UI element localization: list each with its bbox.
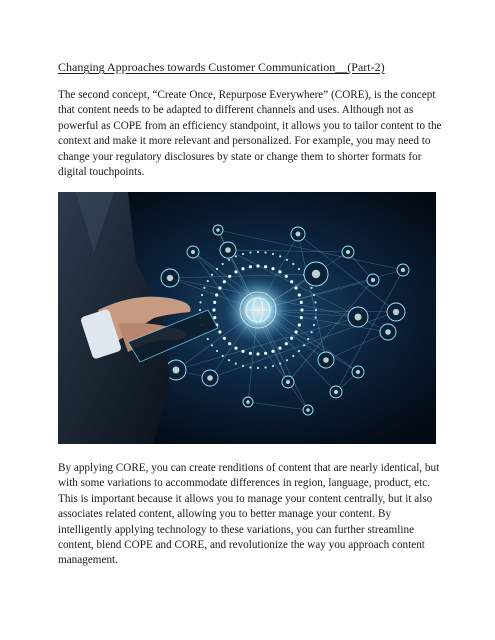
headphones-icon (202, 370, 218, 386)
paragraph-intro: The second concept, “Create Once, Repurpose Everywhere” (CORE), is the concept that content needs to be adapted to different channels and uses. Although not as powerful as COPE from an efficiency standpoint, it allows you to tailor content to the context and make it more relevant and personalized. For example, you may need to change your regulatory disclosures by state or change them to shorter formats for digital touchpoints. (58, 89, 442, 179)
ring-dot (235, 363, 237, 365)
ring-dot (285, 275, 288, 278)
ring-dot (223, 337, 226, 340)
ring-dot (234, 270, 237, 273)
ring-dot (203, 287, 205, 289)
ring-dot (264, 352, 267, 355)
ring-dot (292, 355, 294, 357)
user-icon (291, 227, 305, 241)
network-node (282, 376, 294, 388)
ring-dot (311, 331, 313, 333)
ring-dot (286, 259, 288, 261)
ring-dot (215, 293, 218, 296)
network-node (342, 246, 354, 258)
laptop-icon (161, 269, 179, 287)
ring-dot (222, 263, 224, 265)
ring-dot (286, 359, 288, 361)
ring-dot (300, 308, 303, 311)
ring-dot (298, 268, 300, 270)
ring-dot (213, 301, 216, 304)
ring-dot (218, 330, 221, 333)
ring-dot (315, 309, 317, 311)
ring-dot (271, 267, 274, 270)
ring-dot (228, 342, 231, 345)
network-node (243, 397, 253, 407)
ring-dot (228, 275, 231, 278)
chart-icon (220, 242, 236, 258)
ring-dot (207, 280, 209, 282)
network-node (213, 225, 223, 235)
ring-dot (303, 344, 305, 346)
ring-dot (211, 274, 213, 276)
ring-dot (235, 255, 237, 257)
ring-dot (242, 253, 244, 255)
paragraph-applying-core: By applying CORE, you can create renditions of content that are nearly identical, but with some variations to accommodate differences in region, language, product, etc. This is important because it allows you to manage your content centrally, but it also associates related content, allowing you to better manage your content. By intelligently applying technology to these variations, you can further streamline content, blend COPE and CORE, and revolutionize the way you approach content management. (58, 462, 440, 567)
network-node (303, 405, 313, 415)
ring-dot (279, 363, 281, 365)
ring-dot (290, 280, 293, 283)
ring-dot (242, 365, 244, 367)
ring-dot (279, 255, 281, 257)
ring-dot (222, 355, 224, 357)
ring-dot (212, 308, 215, 311)
ring-dot (228, 359, 230, 361)
ring-dot (257, 367, 259, 369)
cloud-icon (304, 262, 328, 286)
ring-dot (307, 338, 309, 340)
network-node (352, 366, 364, 378)
ring-dot (290, 337, 293, 340)
ring-dot (265, 251, 267, 253)
ring-dot (298, 293, 301, 296)
ring-dot (241, 267, 244, 270)
ring-dot (216, 350, 218, 352)
ring-dot (249, 366, 251, 368)
ring-dot (249, 352, 252, 355)
ring-dot (300, 316, 303, 319)
network-node (397, 264, 409, 276)
ring-dot (300, 301, 303, 304)
ring-dot (216, 268, 218, 270)
ring-dot (207, 338, 209, 340)
ring-dot (314, 301, 316, 303)
network-node (330, 386, 342, 398)
ring-dot (249, 265, 252, 268)
ring-dot (265, 366, 267, 368)
ring-dot (278, 270, 281, 273)
mail-icon (387, 303, 405, 321)
ring-dot (314, 317, 316, 319)
ring-dot (211, 344, 213, 346)
ring-dot (295, 330, 298, 333)
ring-dot (201, 294, 203, 296)
ring-dot (313, 324, 315, 326)
ring-dot (234, 347, 237, 350)
network-technology-image (58, 192, 436, 444)
ring-dot (218, 286, 221, 289)
document-heading: Changing Approaches towards Customer Communication__(Part-2) (58, 60, 385, 74)
ring-dot (298, 323, 301, 326)
ring-dot (199, 301, 201, 303)
ring-dot (223, 280, 226, 283)
ring-dot (257, 251, 259, 253)
ring-dot (311, 287, 313, 289)
ring-dot (199, 309, 201, 311)
ring-dot (264, 265, 267, 268)
ring-dot (241, 350, 244, 353)
ring-dot (271, 350, 274, 353)
network-node (187, 246, 199, 258)
ring-dot (213, 316, 216, 319)
ring-dot (313, 294, 315, 296)
ring-dot (295, 286, 298, 289)
ring-dot (292, 263, 294, 265)
ring-dot (272, 253, 274, 255)
network-illustration (58, 192, 436, 444)
ring-dot (256, 352, 259, 355)
location-pin-icon (380, 324, 396, 340)
ring-dot (272, 365, 274, 367)
ring-dot (249, 251, 251, 253)
ring-dot (228, 259, 230, 261)
ring-dot (278, 347, 281, 350)
ring-dot (256, 264, 259, 267)
smartphone-icon (348, 307, 368, 327)
ring-dot (298, 350, 300, 352)
ring-dot (285, 342, 288, 345)
network-node (367, 274, 379, 286)
globe-icon (318, 352, 334, 368)
